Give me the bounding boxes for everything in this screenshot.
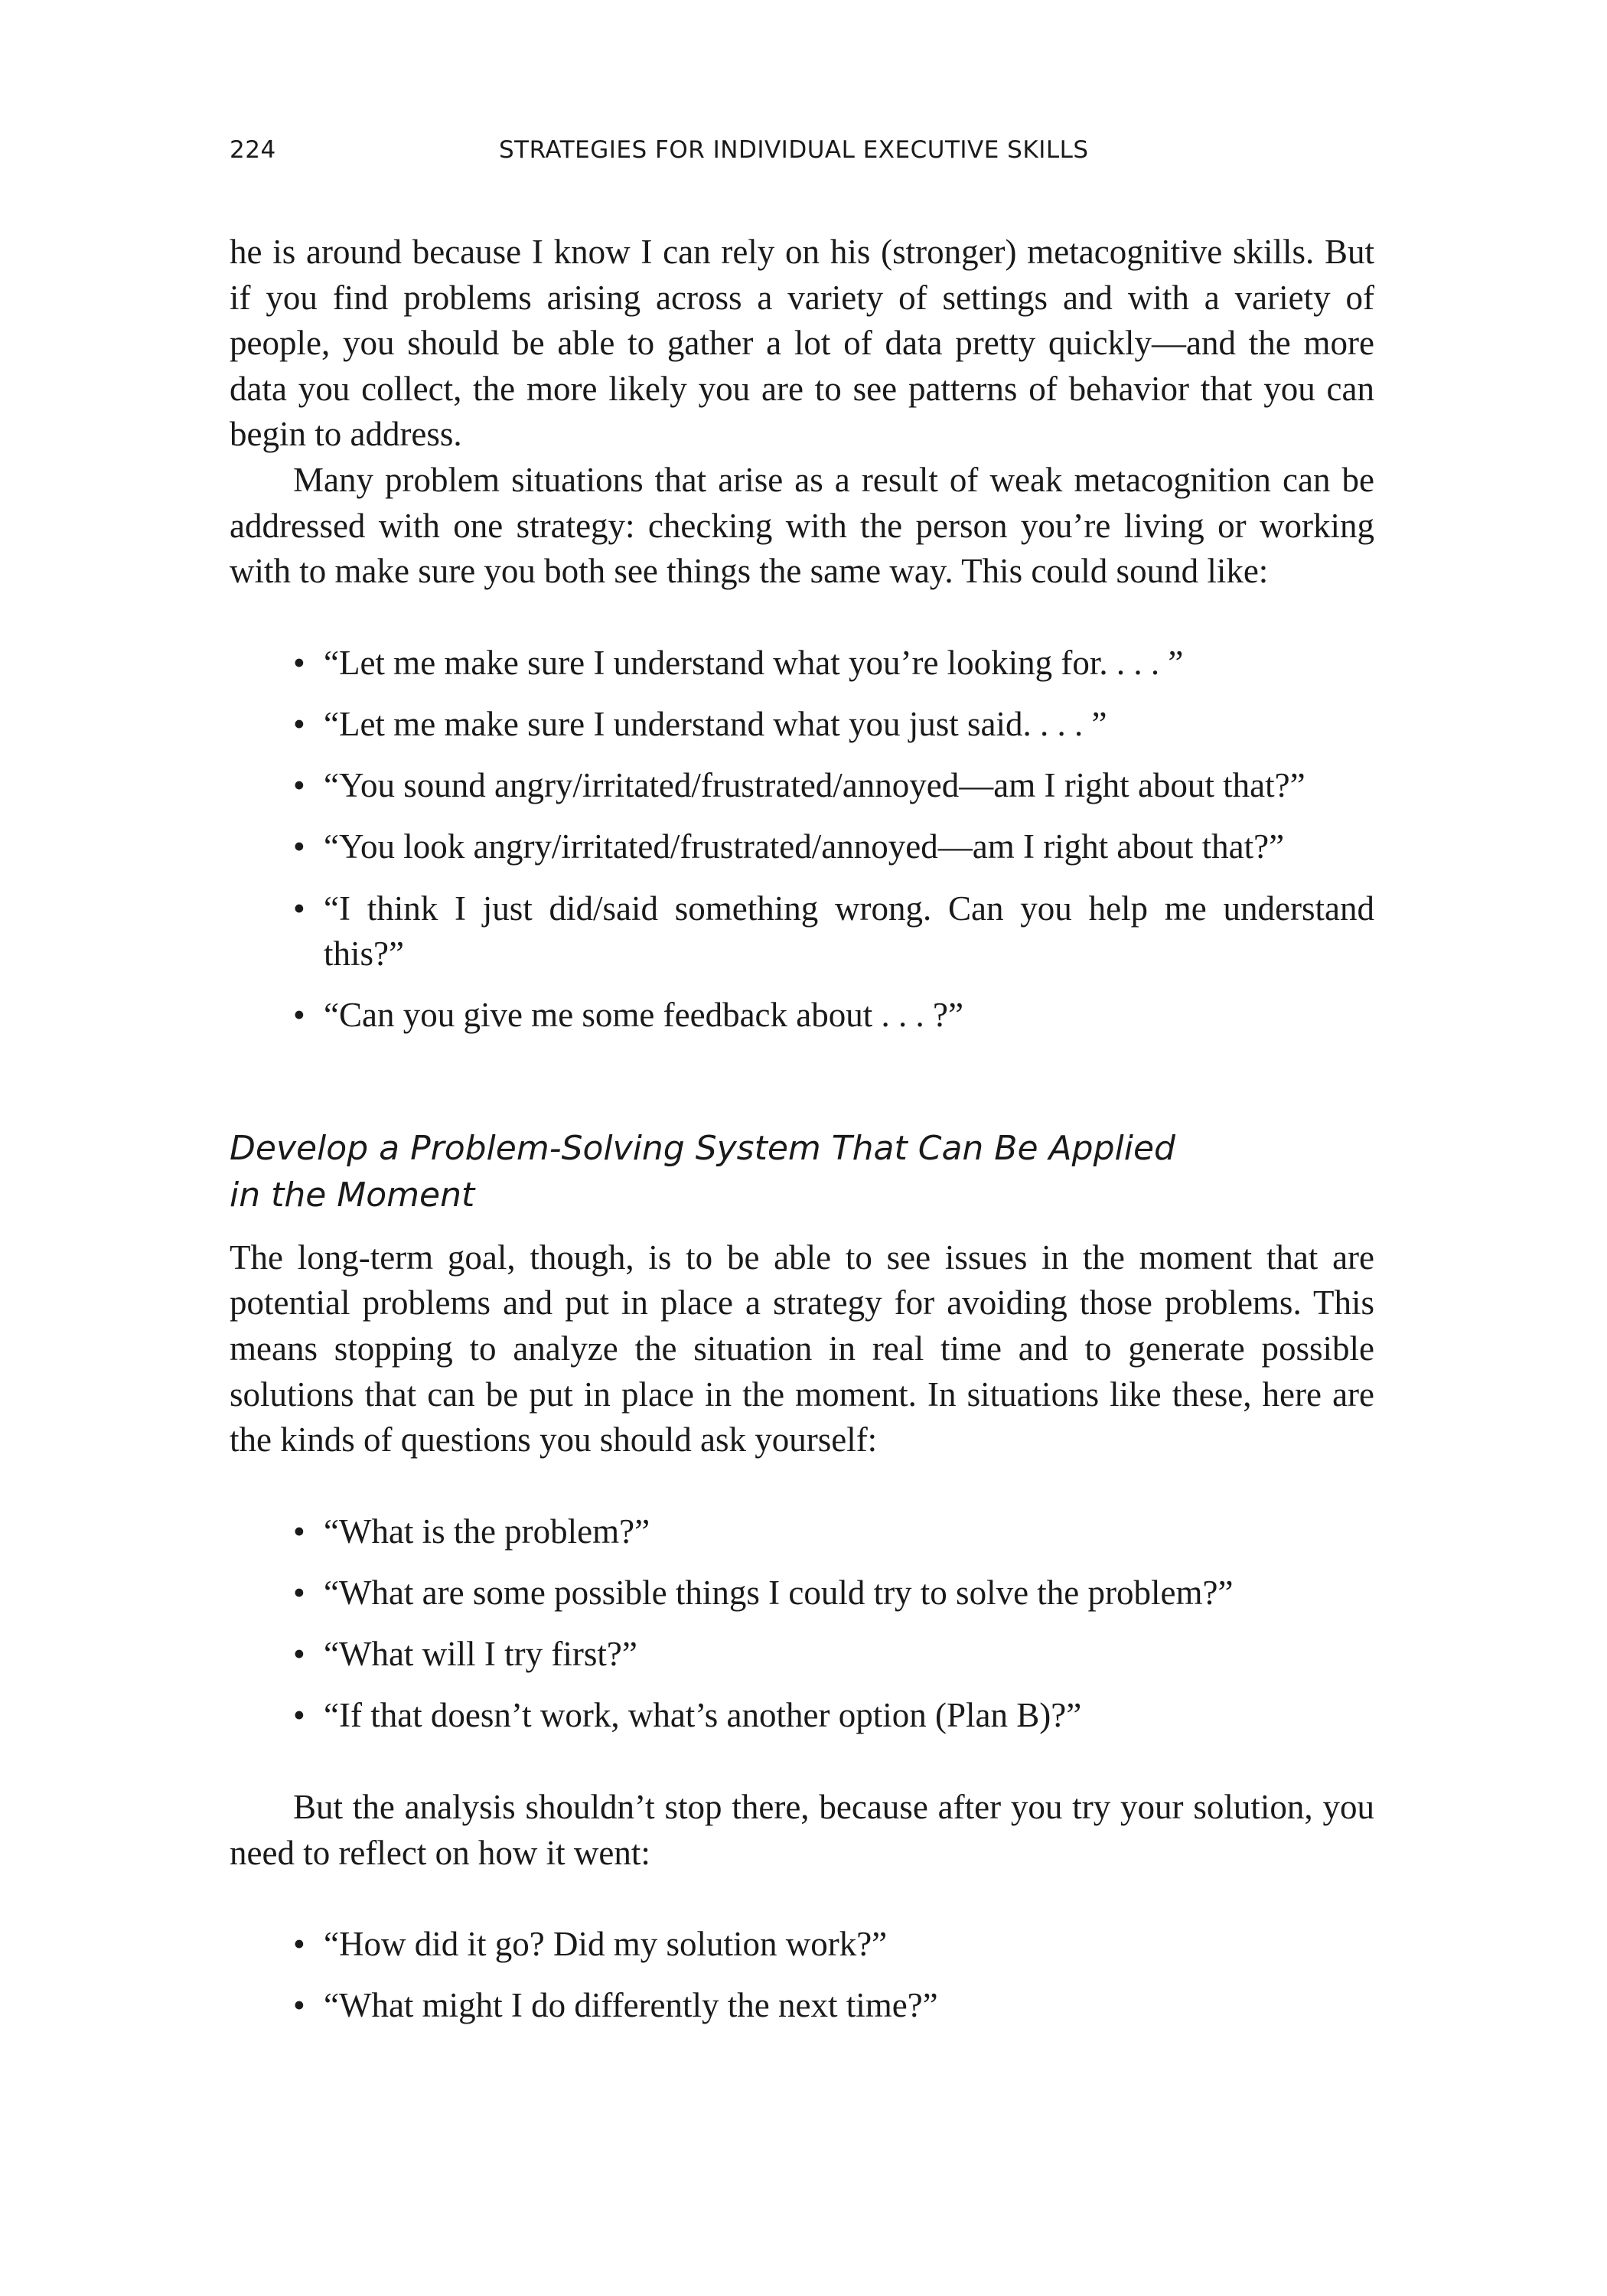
list-item: • “If that doesn’t work, what’s another option (Plan B)?”: [293, 1693, 1374, 1739]
page-number: 224: [230, 136, 276, 164]
section-heading-line-1: Develop a Problem-Solving System That Can Be Applied: [230, 1128, 1175, 1168]
list-item: • “What will I try first?”: [293, 1632, 1374, 1678]
list-item: • “Can you give me some feedback about . . . ?”: [293, 993, 1374, 1039]
list-item: • “What are some possible things I could try to solve the problem?”: [293, 1570, 1374, 1616]
list-item: • “I think I just did/said something wrong. Can you help me understand this?”: [293, 886, 1374, 977]
problem-solving-questions-list: [230, 1509, 1374, 1739]
running-title: STRATEGIES FOR INDIVIDUAL EXECUTIVE SKILLS: [499, 136, 1089, 164]
list-item: • “You sound angry/irritated/frustrated/annoyed—am I right about that?”: [293, 763, 1374, 809]
list-item: • “What might I do differently the next time?”: [293, 1983, 1374, 2029]
section-heading-line-2: in the Moment: [230, 1175, 475, 1215]
checking-phrases-list: [230, 641, 1374, 1039]
running-head: [230, 136, 1377, 174]
list-item: • “Let me make sure I understand what you’re looking for. . . . ”: [293, 641, 1374, 687]
body-text: [230, 230, 1374, 2029]
paragraph-reflect: But the analysis shouldn’t stop there, because after you try your solution, you need to reflect on how it went:: [230, 1788, 1374, 1872]
list-item: • “You look angry/irritated/frustrated/annoyed—am I right about that?”: [293, 824, 1374, 870]
list-item: • “Let me make sure I understand what you just said. . . . ”: [293, 702, 1374, 748]
reflection-questions-list: [230, 1922, 1374, 2029]
list-item: • “What is the problem?”: [293, 1509, 1374, 1555]
paragraph-continued: he is around because I know I can rely on his (stronger) metacognitive skills. But if you find problems arising across a variety of settings and with a variety of people, you should be able to gather a lot of data pretty quickly—and the more data you collect, the more likely you are to see patterns of behavior that you can begin to address.: [230, 233, 1374, 454]
paragraph-long-term-goal: The long-term goal, though, is to be able to see issues in the moment that are potential problems and put in place a strategy for avoiding those problems. This means stopping to analyze the situation in real time and to generate possible solutions that can be put in place in the moment. In situations like these, here are the kinds of questions you should ask yourself:: [230, 1238, 1374, 1459]
paragraph-metacognition-strategy: Many problem situations that arise as a result of weak metacognition can be addressed with one strategy: checking with the person you’re living or working with to make sure you both see things the same way. This could sound like:: [230, 460, 1374, 591]
section-heading: [230, 1125, 1374, 1218]
list-item: • “How did it go? Did my solution work?”: [293, 1922, 1374, 1968]
